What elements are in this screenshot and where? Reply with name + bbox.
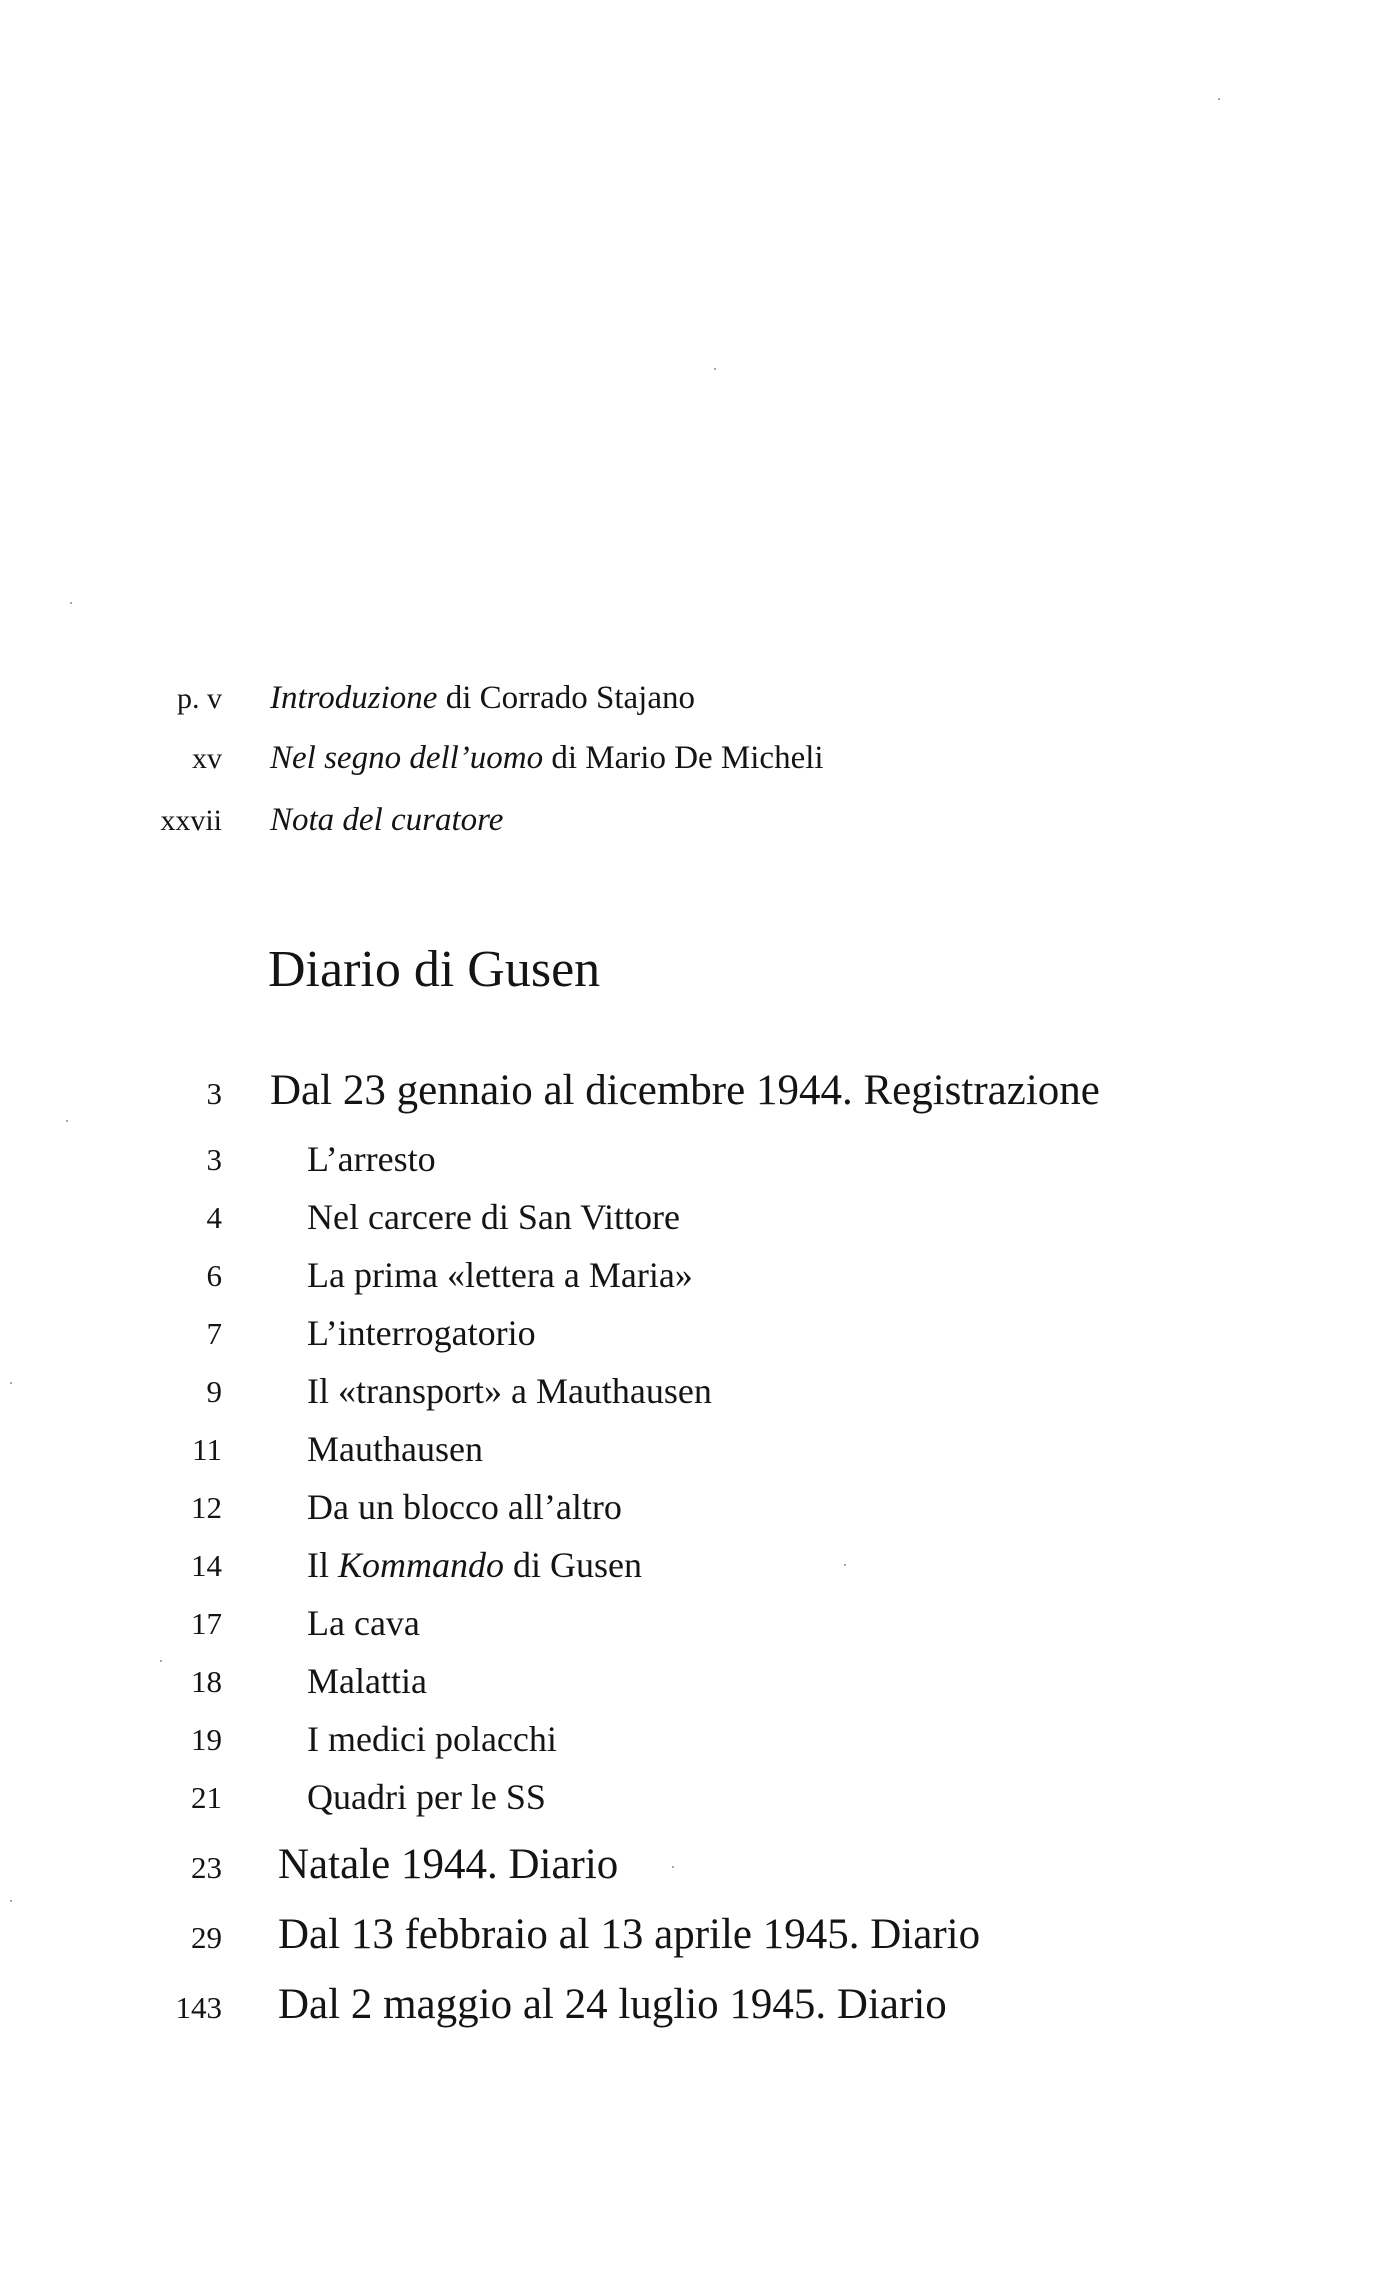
- toc-entry-title: [270, 680, 695, 717]
- toc-entry-title: Malattia: [307, 1661, 427, 1701]
- toc-page-number: 143: [175, 1990, 222, 2025]
- scan-speck: [672, 1866, 674, 1868]
- toc-page-number: 21: [191, 1780, 222, 1815]
- toc-title-italic: Nota del curatore: [270, 802, 504, 838]
- toc-page-number: 12: [191, 1490, 222, 1525]
- toc-title-suffix: di Gusen: [504, 1545, 643, 1585]
- toc-entry-title: Quadri per le SS: [307, 1777, 546, 1817]
- toc-page-number: 11: [192, 1432, 222, 1467]
- toc-entry-title: Da un blocco all’altro: [307, 1487, 622, 1527]
- toc-page-number: xxvii: [160, 804, 222, 837]
- toc-entry-title: [270, 740, 824, 777]
- toc-title-prefix: Il: [307, 1545, 338, 1585]
- toc-page-number: 6: [206, 1258, 222, 1293]
- toc-entry-title: [307, 1544, 642, 1586]
- toc-title-italic: Introduzione: [270, 680, 438, 716]
- toc-entry-title: Dal 13 febbraio al 13 aprile 1945. Diario: [278, 1911, 981, 1958]
- toc-page-number: 29: [191, 1920, 222, 1955]
- toc-entry-title: La cava: [307, 1603, 420, 1643]
- toc-page-number: 19: [191, 1722, 222, 1757]
- toc-title-author: di Mario De Micheli: [543, 740, 824, 776]
- scan-speck: [10, 1382, 12, 1384]
- toc-entry-title: Dal 2 maggio al 24 luglio 1945. Diario: [278, 1981, 947, 2028]
- toc-title-author: di Corrado Stajano: [437, 680, 695, 716]
- toc-entry-title: Natale 1944. Diario: [278, 1841, 619, 1888]
- toc-entry-title: L’arresto: [307, 1139, 436, 1179]
- toc-title-italic: Kommando: [338, 1545, 505, 1585]
- toc-entry-title: La prima «lettera a Maria»: [307, 1255, 693, 1295]
- scan-speck: [160, 1660, 162, 1662]
- scan-speck: [70, 602, 72, 604]
- scan-speck: [1218, 98, 1220, 100]
- toc-page-number: 4: [206, 1200, 222, 1235]
- toc-entry-title: Nel carcere di San Vittore: [307, 1197, 681, 1237]
- toc-entry-title: Il «transport» a Mauthausen: [307, 1371, 712, 1411]
- toc-page-number: 17: [191, 1606, 222, 1641]
- toc-page-number: 23: [191, 1850, 222, 1885]
- scan-speck: [10, 1900, 12, 1902]
- toc-page-number: p. v: [177, 682, 222, 715]
- section-title: Diario di Gusen: [268, 941, 601, 998]
- toc-page-number: xv: [192, 742, 222, 775]
- toc-entry-title: L’interrogatorio: [307, 1313, 536, 1353]
- toc-entry-title: Dal 23 gennaio al dicembre 1944. Registrazione: [270, 1067, 1100, 1114]
- scan-speck: [714, 368, 716, 370]
- toc-page-number: 9: [206, 1374, 222, 1409]
- toc-title-italic: Nel segno dell’uomo: [270, 740, 544, 776]
- toc-entry-title: Mauthausen: [307, 1429, 483, 1469]
- toc-page-number: 14: [191, 1548, 222, 1583]
- toc-entry-title: I medici polacchi: [307, 1719, 557, 1759]
- toc-page-number: 3: [206, 1076, 222, 1111]
- toc-entry-title: [270, 802, 503, 839]
- scan-speck: [844, 1564, 846, 1566]
- toc-page-number: 18: [191, 1664, 222, 1699]
- scan-speck: [66, 1120, 68, 1122]
- toc-page-number: 7: [206, 1316, 222, 1351]
- toc-page-number: 3: [206, 1142, 222, 1177]
